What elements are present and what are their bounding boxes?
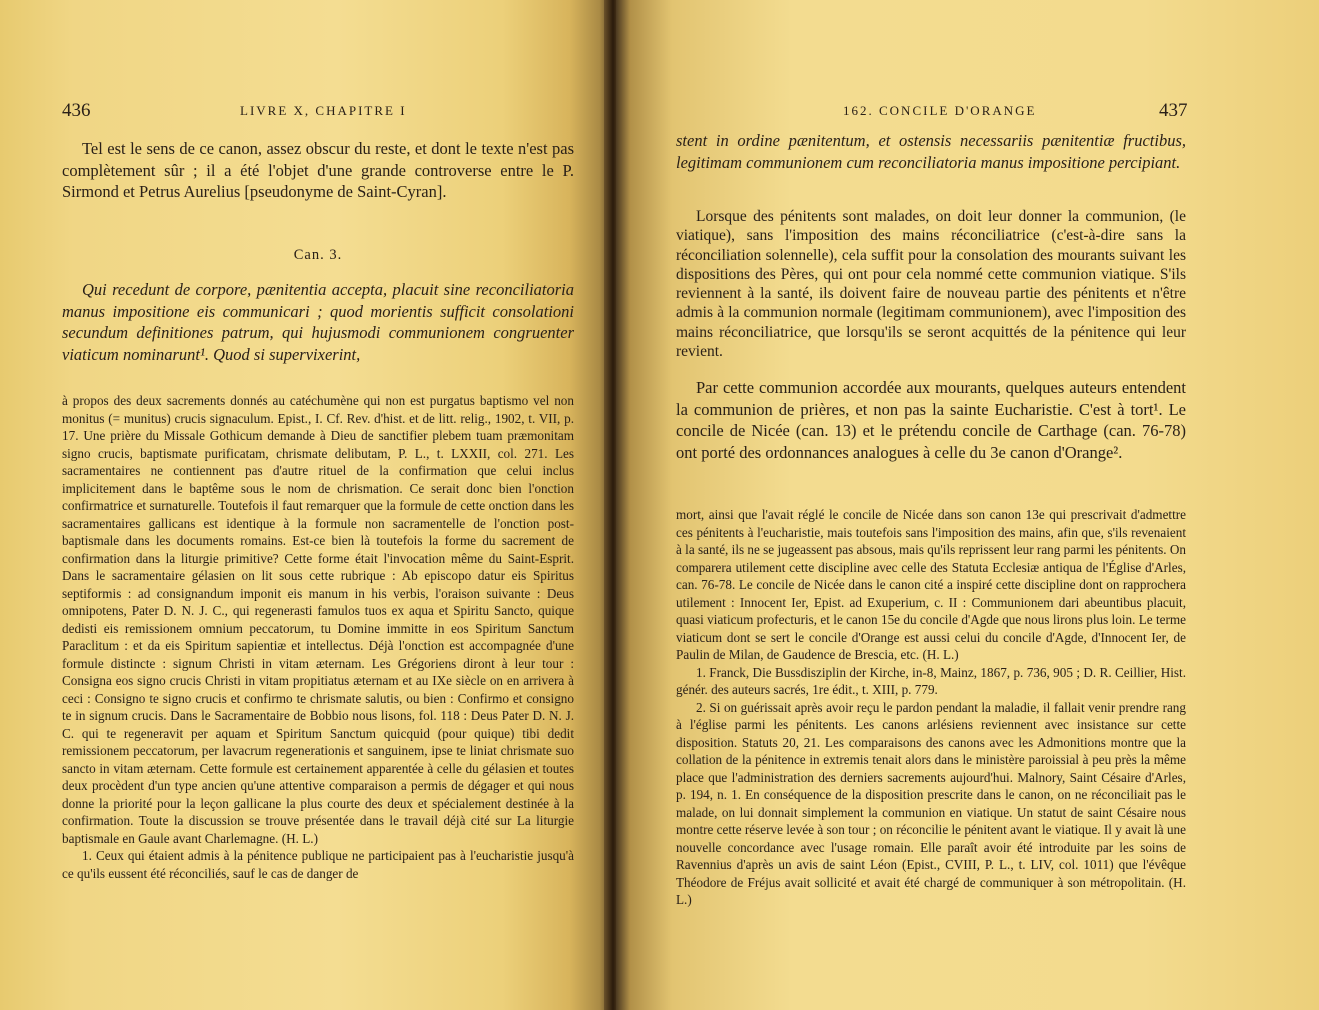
running-head: LIVRE X, CHAPITRE I xyxy=(240,103,407,118)
footnote-2: 2. Si on guérissait après avoir reçu le pardon pendant la maladie, il fallait venir prendre rang à l'église parmi les pénitents. Les canons arlésiens reviennent avec insistance sur cette disposition. Statuts 20, 21. Les comparaisons des canons avec les Admonitions montre que la collation de la pénitence in extremis tenait alors dans le ministère paroissial à peu près la même place que l'administration des derniers sacrements aujourd'hui. Malnory, Saint Césaire d'Arles, p. 194, n. 1. En conséquence de la disposition prescrite dans le canon, on ne réconciliait pas le malade, on lui donnait simplement la communion en viatique. Un statut de saint Césaire nous montre cette réserve levée à son tour ; on réconcilie le pénitent avant le viatique. Il y avait là une nouvelle concordance avec l'usage romain. Elle paraît avoir été introduite par les soins de Ravennius d'après un avis de saint Léon (Epist., CVIII, P. L., t. LIV, col. 1011) que l'évêque Théodore de Fréjus avait sollicité et avait été chargé de communiquer à son métropolitain. (H. L.) xyxy=(676,699,1186,907)
footnote-1: 1. Ceux qui étaient admis à la pénitence publique ne participaient pas à l'eucharistie jusqu'à ce qu'ils eussent été réconciliés, sauf le cas de danger de xyxy=(62,848,574,881)
left-page xyxy=(0,0,612,1010)
canon-continuation xyxy=(676,130,1186,173)
paragraph-2-text: Par cette communion accordée aux mourants, quelques auteurs entendent la communion de prières, et non pas la sainte Eucharistie. C'est à tort¹. Le concile de Nicée (can. 13) et le prétendu concile de Carthage (can. 76-78) ont porté des ordonnances analogues à celle du 3e canon d'Orange². xyxy=(676,378,1186,462)
page-number: 436 xyxy=(62,100,91,121)
running-head: 162. CONCILE D'ORANGE xyxy=(843,103,1037,118)
footnote-continuation: mort, ainsi que l'avait réglé le concile de Nicée dans son canon 13e qui prescrivait d'admettre ces pénitents à l'eucharistie, mais toutefois sans l'imposition des mains, afin que, s'ils revenaient à la santé, ils ne se jugeassent pas absous, mais qu'ils reprissent leur rang parmi les pénitents. On comparera utilement cette discipline avec celle des Statuta Ecclesiæ antiqua de l'Église d'Arles, can. 76-78. Le concile de Nicée dans le canon cité a inspiré cette discipline dont on rapprochera utilement : Innocent Ier, Epist. ad Exuperium, c. II : Communionem dari abeuntibus placuit, quasi viaticum profecturis, et le canon 15e du concile d'Agde que nous lirons plus loin. Le terme viaticum dont se sert le concile d'Orange est aussi celui du concile d'Agde, d'Innocent Ier, de Paulin de Milan, de Gaudence de Brescia, etc. (H. L.) xyxy=(676,507,1186,662)
footnote-1: 1. Franck, Die Bussdisziplin der Kirche, in-8, Mainz, 1867, p. 736, 905 ; D. R. Ceillier, Hist. génér. des auteurs sacrés, 1re édit., t. XIII, p. 779. xyxy=(676,664,1186,697)
right-page xyxy=(616,0,1319,1010)
intro-paragraph xyxy=(62,138,574,203)
footnote-continuation: à propos des deux sacrements donnés au catéchumène qui non est purgatus baptismo vel non monitus (= munitus) crucis signaculum. Epist., I. Cf. Rev. d'hist. et de litt. relig., 1902, t. VII, p. 17. Une prière du Missale Gothicum demande à Dieu de sanctifier plebem tuam præmonitam signo crucis, baptismate purificatam, chrismate delibutam, P. L., t. LXXII, col. 271. Les sacramentaires ne contiennent pas d'autre rituel de la confirmation que celui inclus implicitement dans le baptême sous le nom de chrismation. Ce serait donc bien l'onction confirmatrice et surnaturelle. Toutefois il faut remarquer que la formule de cette onction dans les sacramentaires gallicans est identique à la formule non sacramentelle de l'onction post-baptismale dans les documents romains. Est-ce bien là toutefois la forme du sacrement de confirmation dans la liturgie primitive? Cette forme était l'invocation même du Saint-Esprit. Dans le sacramentaire gélasien on lit sous cette rubrique : Ab episcopo datur eis Spiritus septiformis : ad consignandum imponit eis manum in his verbis, l'oraison suivante : Deus omnipotens, Pater D. N. J. C., qui regenerasti famulos tuos ex aqua et Spiritu Sancto, quique dedisti eis remissionem omnium peccatorum, tu Domine immitte in eos Spiritum Sanctum Paraclitum : et da eis Spiritum sapientiæ et intellectus. Déjà l'onction est accompagnée d'une formule distincte : signum Christi in vitam æternam. Les Grégoriens diront à leur tour : Consigna eos signo crucis Christi in vitam propitiatus æternam et au IXe siècle on en arrivera à ceci : Consigno te signo crucis et confirmo te chrismate salutis, ou bien : Confirmo et consigno te in signum crucis. Dans le Sacramentaire de Bobbio nous lisons, fol. 118 : Deus Pater D. N. J. C. qui te regeneravit per aquam et Spiritum Sanctum quicquid (pour quique) tibi dedit remissionem peccatorum, per lavacrum regenerationis et sanguinem, ipse te liniat chrismate suo sancto in vitam æternam. Cette formule est certainement apparentée à celle du gélasien et toutes deux procèdent d'un type ancien qu'une attentive comparaison a permis de dégager et qui nous donne la priorité pour la leçon gallicane la plus courte des deux et spécialement destinée à la confirmation. Toute la discussion se trouve présentée dans le travail déjà cité sur La liturgie baptismale en Gaule avant Charlemagne. (H. L.) xyxy=(62,393,574,846)
footnotes-left xyxy=(62,392,574,882)
canon-text xyxy=(62,279,574,365)
paragraph-1 xyxy=(676,207,1186,361)
intro-text: Tel est le sens de ce canon, assez obscur du reste, et dont le texte n'est pas complètement sûr ; il a été l'objet d'une grande controverse entre le P. Sirmond et Petrus Aurelius [pseudonyme de Saint-Cyran]. xyxy=(62,139,574,202)
canon-heading: Can. 3. xyxy=(293,247,343,263)
page-number: 437 xyxy=(1159,100,1188,121)
canon-latin: Qui recedunt de corpore, pænitentia accepta, placuit sine reconciliatoria manus impositione eis communicari ; quod morientis sufficit consolationi secundum definitiones patrum, qui hujusmodi communionem congruenter viaticum nominarunt¹. Quod si supervixerint, xyxy=(62,280,574,364)
canon-latin-end: stent in ordine pænitentum, et ostensis necessariis pænitentiæ fructibus, legitimam communionem cum reconciliatoria manus impositione percipiant. xyxy=(676,131,1186,172)
paragraph-2 xyxy=(676,377,1186,463)
footnotes-right xyxy=(676,506,1186,909)
paragraph-1-text: Lorsque des pénitents sont malades, on doit leur donner la communion, (le viatique), sans l'imposition des mains réconciliatrice (c'est-à-dire sans la réconciliation solennelle), cela suffit pour la consolation des mourants suivant les dispositions des Pères, qui ont pour cela nommé cette communion viatique. S'ils reviennent à la santé, ils doivent faire de nouveau partie des pénitents et n'être admis à la communion normale (legitimam communionem), avec l'imposition des mains réconciliatrice, que lorsqu'ils se seront acquittés de la pénitence qui leur revient. xyxy=(676,208,1186,361)
